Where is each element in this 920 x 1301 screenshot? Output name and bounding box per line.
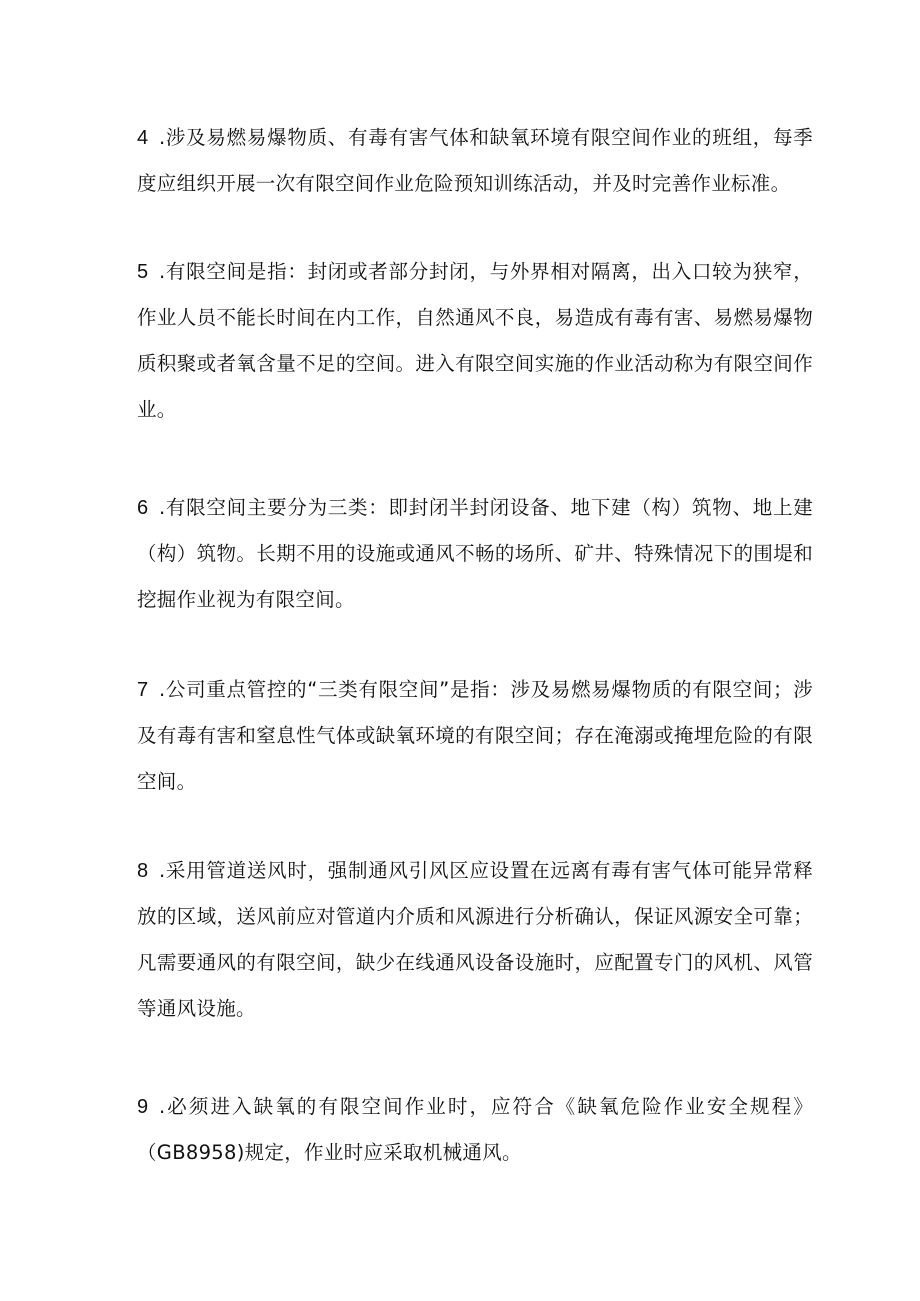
item-text: .有限空间主要分为三类：即封闭半封闭设备、地下建（构）筑物、地上建（构）筑物。长期不用的设施或通风不畅的场所、矿井、特殊情况下的围堤和挖掘作业视为有限空间。 <box>137 496 813 611</box>
paragraph-item-4 <box>137 115 813 207</box>
item-number: 9 <box>137 1096 149 1118</box>
paragraph-item-7 <box>137 667 813 805</box>
item-number: 4 <box>137 127 149 149</box>
item-text: .涉及易燃易爆物质、有毒有害气体和缺氧环境有限空间作业的班组，每季度应组织开展一次有限空间作业危险预知训练活动，并及时完善作业标准。 <box>137 126 813 195</box>
item-number: 8 <box>137 860 149 882</box>
paragraph-item-9 <box>137 1084 813 1176</box>
paragraph-item-6 <box>137 485 813 623</box>
item-number: 5 <box>137 261 149 283</box>
item-text: .有限空间是指：封闭或者部分封闭，与外界相对隔离，出入口较为狭窄，作业人员不能长时间在内工作，自然通风不良，易造成有毒有害、易燃易爆物质积聚或者氧含量不足的空间。进入有限空间实施的作业活动称为有限空间作业。 <box>137 260 813 421</box>
item-number: 7 <box>137 679 149 701</box>
paragraph-item-8 <box>137 848 813 1032</box>
item-text: .采用管道送风时，强制通风引风区应设置在远离有毒有害气体可能异常释放的区域，送风前应对管道内介质和风源进行分析确认，保证风源安全可靠；凡需要通风的有限空间，缺少在线通风设备设施时，应配置专门的风机、风管等通风设施。 <box>137 859 813 1020</box>
item-number: 6 <box>137 497 149 519</box>
item-text: .必须进入缺氧的有限空间作业时，应符合《缺氧危险作业安全规程》（GB8958)规定，作业时应采取机械通风。 <box>137 1095 813 1164</box>
item-text: .公司重点管控的“三类有限空间”是指：涉及易燃易爆物质的有限空间；涉及有毒有害和窒息性气体或缺氧环境的有限空间；存在淹溺或掩埋危险的有限空间。 <box>137 678 813 793</box>
paragraph-item-5 <box>137 249 813 433</box>
